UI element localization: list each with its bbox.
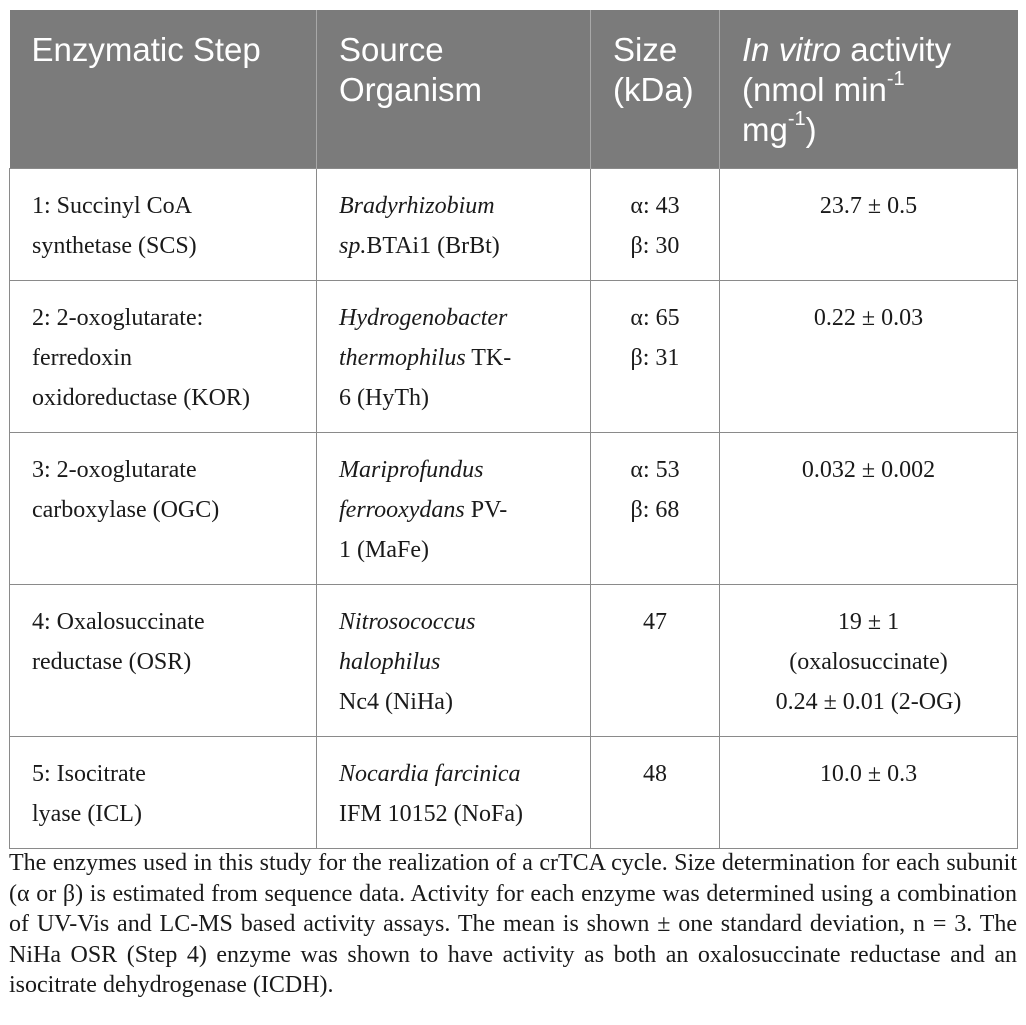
enzyme-table xyxy=(9,10,1018,849)
cell-size xyxy=(591,281,720,433)
header-size-label: Size xyxy=(613,31,678,68)
organism-name: halophilus xyxy=(339,649,441,675)
organism-strain: IFM 10152 (NoFa) xyxy=(339,801,523,827)
cell-enzymatic-step xyxy=(10,281,317,433)
size-alpha: α: 53 xyxy=(630,457,680,483)
organism-name: ferrooxydans xyxy=(339,497,465,523)
step-text: oxidoreductase (KOR) xyxy=(32,385,250,411)
table-body xyxy=(10,169,1018,849)
table-caption: The enzymes used in this study for the realization of a crTCA cycle. Size determination for each subunit (α or β) is estimated from sequence data. Activity for each enzyme was determined using a combination of UV-Vis and LC-MS based activity assays. The mean is shown ± one standard deviation, n = 3. The NiHa OSR (Step 4) enzyme was shown to have activity as both an oxalosuccinate reductase and an isocitrate dehydrogenase (ICDH). xyxy=(9,850,1017,998)
cell-activity xyxy=(720,281,1018,433)
header-activity-close-paren: ) xyxy=(805,111,817,148)
step-text: ferredoxin xyxy=(32,345,132,371)
cell-activity xyxy=(720,737,1018,849)
cell-enzymatic-step xyxy=(10,433,317,585)
table-header xyxy=(10,10,1018,169)
table-row xyxy=(10,169,1018,281)
organism-name: sp. xyxy=(339,233,367,259)
cell-source-organism xyxy=(317,585,591,737)
organism-name: Bradyrhizobium xyxy=(339,193,495,219)
step-text: 5: Isocitrate xyxy=(32,761,146,787)
organism-strain: Nc4 (NiHa) xyxy=(339,689,453,715)
header-organism-label: Organism xyxy=(339,71,483,108)
activity-value: 0.22 ± 0.03 xyxy=(813,305,924,331)
activity-value: 19 ± 1 xyxy=(837,609,900,635)
step-text: 2: 2-oxoglutarate: xyxy=(32,305,204,331)
header-size-unit: (kDa) xyxy=(613,71,694,108)
table-row xyxy=(10,585,1018,737)
organism-strain: BTAi1 (BrBt) xyxy=(366,233,500,259)
step-text: 4: Oxalosuccinate xyxy=(32,609,205,635)
cell-activity xyxy=(720,433,1018,585)
header-size xyxy=(591,10,720,169)
header-enzymatic-step-label: Enzymatic Step xyxy=(31,31,261,68)
cell-source-organism xyxy=(317,281,591,433)
cell-size xyxy=(591,585,720,737)
table-row xyxy=(10,737,1018,849)
organism-name: Mariprofundus xyxy=(339,457,484,483)
cell-enzymatic-step xyxy=(10,737,317,849)
size-beta: β: 30 xyxy=(630,233,680,259)
step-text: 3: 2-oxoglutarate xyxy=(32,457,197,483)
cell-source-organism xyxy=(317,737,591,849)
organism-name: Nitrosococcus xyxy=(339,609,476,635)
cell-enzymatic-step xyxy=(10,169,317,281)
organism-name: thermophilus xyxy=(339,345,466,371)
organism-strain: TK- xyxy=(465,345,512,371)
activity-value: 10.0 ± 0.3 xyxy=(819,761,918,787)
table-row xyxy=(10,281,1018,433)
size-beta: β: 31 xyxy=(630,345,680,371)
activity-value: 0.032 ± 0.002 xyxy=(801,457,936,483)
step-text: reductase (OSR) xyxy=(32,649,192,675)
step-text: carboxylase (OGC) xyxy=(32,497,220,523)
size-alpha: α: 43 xyxy=(630,193,680,219)
activity-value: 0.24 ± 0.01 (2-OG) xyxy=(775,689,962,715)
cell-source-organism xyxy=(317,169,591,281)
cell-size xyxy=(591,737,720,849)
organism-strain: PV- xyxy=(464,497,508,523)
size-value: 48 xyxy=(643,761,667,787)
header-enzymatic-step xyxy=(10,10,317,169)
header-activity xyxy=(720,10,1018,169)
header-source-label: Source xyxy=(339,31,444,68)
cell-enzymatic-step xyxy=(10,585,317,737)
organism-name: Nocardia farcinica xyxy=(339,761,521,787)
step-text: synthetase (SCS) xyxy=(32,233,197,259)
organism-strain: 1 (MaFe) xyxy=(339,537,429,563)
header-source-organism xyxy=(317,10,591,169)
cell-source-organism xyxy=(317,433,591,585)
cell-size xyxy=(591,433,720,585)
size-alpha: α: 65 xyxy=(630,305,680,331)
header-activity-invitro: In vitro xyxy=(742,31,842,68)
header-activity-sup-1: -1 xyxy=(886,68,905,90)
size-value: 47 xyxy=(643,609,667,635)
organism-strain: 6 (HyTh) xyxy=(339,385,429,411)
header-activity-unit-mg: mg xyxy=(742,111,788,148)
header-activity-label: activity xyxy=(841,31,952,68)
header-activity-unit-nmol: (nmol min xyxy=(742,71,887,108)
cell-size xyxy=(591,169,720,281)
size-beta: β: 68 xyxy=(630,497,680,523)
activity-value: 23.7 ± 0.5 xyxy=(819,193,918,219)
activity-substrate: (oxalosuccinate) xyxy=(789,649,948,675)
header-row xyxy=(10,10,1018,169)
cell-activity xyxy=(720,169,1018,281)
cell-activity xyxy=(720,585,1018,737)
header-activity-sup-2: -1 xyxy=(787,108,806,130)
enzyme-table-container xyxy=(9,10,1017,849)
step-text: 1: Succinyl CoA xyxy=(32,193,192,219)
organism-name: Hydrogenobacter xyxy=(339,305,508,331)
step-text: lyase (ICL) xyxy=(32,801,142,827)
table-row xyxy=(10,433,1018,585)
